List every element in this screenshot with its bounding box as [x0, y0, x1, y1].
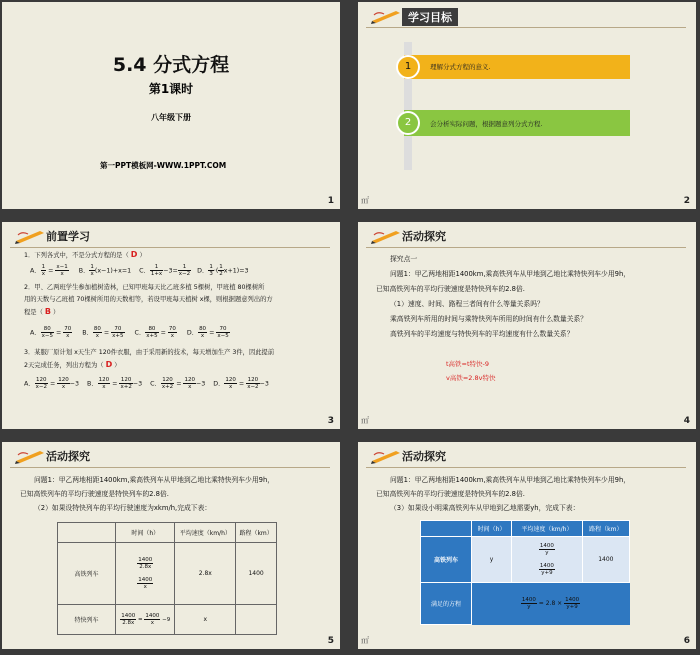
- slide-subtitle: 第1课时: [148, 82, 194, 96]
- data-table: 时间（h） 平均速度（km/h） 路程（km） 高铁列车 y $\frac{1400}{y}$ $\frac{1400}{y+9}$ 1400 满足的方程 $\frac{1400}{y}$ = 2.8 × $\frac{1400}{y+9}$: [420, 520, 630, 625]
- title-bar: [10, 445, 330, 467]
- answer-3: D: [105, 360, 113, 369]
- slide-3[interactable]: [2, 222, 340, 429]
- q1-options: A． $\frac{1}{x}$ = $\frac{x-1}{x}$ B． $\frac{1}{x}$ (x−1)+x=1 C． $\frac{1}{1+x}$ −3= $\frac{1}{x-2}$ D． $\frac{1}{3}$ ·( $\frac{1}{2}$ x+1)=3: [30, 264, 249, 277]
- slide-number: 2: [683, 196, 690, 206]
- title-bar: [366, 445, 686, 467]
- heading: 前置学习: [46, 230, 90, 243]
- slide-number: 1: [327, 196, 334, 206]
- q2-options: A． $\frac{80}{x-5}$ = $\frac{70}{x}$ B． $\frac{80}{x}$ = $\frac{70}{x+5}$ C． $\frac{80}{x+5}$ = $\frac{70}{x}$ D． $\frac{80}{x}$ = $\frac{70}{x-5}$: [30, 326, 229, 339]
- goal-1-text: 理解分式方程的意义.: [430, 63, 491, 71]
- goal-1-badge: 1: [396, 55, 420, 79]
- slide-2[interactable]: [358, 2, 696, 209]
- answer-1: D: [130, 250, 138, 259]
- body-text: 问题1：甲乙两地相距1400km,乘高铁列车从甲地到乙地比乘特快列车少用9h， 已知高铁列车的平均行驶速度是特快列车的2.8倍. （2）如果设特快列车的平均行驶速度为xkm/h,完成下表：: [20, 476, 275, 512]
- title-bar: [366, 5, 686, 27]
- slide-number: 3: [327, 416, 334, 426]
- slide-4[interactable]: [358, 222, 696, 429]
- answer-2: B: [44, 307, 52, 316]
- body-text: 探究点一 问题1：甲乙两地相距1400km,乘高铁列车从甲地到乙地比乘特快列车少用9h， 已知高铁列车的平均行驶速度是特快列车的2.8倍. （1）速度、时间、路程三者间有什么等量关系吗？ 乘高铁列车所用的时间与乘特快列车所用的时间有什么数量关系？ 高铁列车的平均速度与特快列车的平均速度有什么数量关系？: [376, 255, 631, 338]
- question-1: 1．下列各式中，不是分式方程的是（ D ）: [24, 250, 146, 259]
- slide-1[interactable]: [2, 2, 340, 209]
- relation-speed: v高铁=2.8v特快: [446, 374, 496, 382]
- divider: [366, 27, 686, 28]
- divider: [366, 467, 686, 468]
- slide-number: 6: [683, 636, 690, 646]
- pencil-icon: [370, 227, 404, 245]
- divider: [10, 467, 330, 468]
- pencil-icon: [370, 447, 404, 465]
- heading: 活动探究: [402, 230, 446, 243]
- divider: [10, 247, 330, 248]
- heading: 学习目标: [402, 8, 458, 26]
- slide-6[interactable]: [358, 442, 696, 649]
- question-3: 3．某服厂原计划 x天生产 120件衣服，由于采用新的技术，每天增加生产 3件，因此提前 2天完成任务，列出方程为（ D ）: [24, 349, 275, 369]
- slide-title: 5.4 分式方程: [112, 54, 230, 76]
- heading: 活动探究: [46, 450, 90, 463]
- title-bar: [366, 225, 686, 247]
- goal-2-badge: 2: [396, 111, 420, 135]
- q3-options: A． $\frac{120}{x-2}$ = $\frac{120}{x}$ −3 B． $\frac{120}{x}$ = $\frac{120}{x+2}$ −3 C． $\frac{120}{x+2}$ = $\frac{120}{x}$ −3 D． $\frac{120}{x}$ = $\frac{120}{x-2}$ −3: [24, 377, 269, 390]
- slide-number: 5: [327, 636, 334, 646]
- title-bar: [10, 225, 330, 247]
- heading: 活动探究: [402, 450, 446, 463]
- goal-2-text: 会分析实际问题，根据题意列分式方程.: [430, 120, 543, 128]
- corner-mark: ㎡: [361, 196, 369, 205]
- body-text: 问题1：甲乙两地相距1400km,乘高铁列车从甲地到乙地比乘特快列车少用9h， 已知高铁列车的平均行驶速度是特快列车的2.8倍. （3）如果设小明乘高铁列车从甲地到乙地需要yh，完成下表：: [376, 476, 631, 512]
- corner-mark: ㎡: [361, 416, 369, 425]
- site-label: 第一PPT模板网-WWW.1PPT.COM: [100, 161, 227, 170]
- corner-mark: ㎡: [361, 636, 369, 645]
- relation-time: t高铁=t特快-9: [446, 360, 490, 368]
- pencil-icon: [14, 447, 48, 465]
- grade-label: 八年级下册: [151, 113, 191, 122]
- question-2: 2．甲、乙两班学生参加植树造林，已知甲班每天比乙班多植 5棵树，甲班植 80棵树所 用的天数与乙班植 70棵树所用的天数相等，若设甲班每天植树 x棵，则根据题意列出的方 程是（ B ）: [24, 284, 273, 316]
- pencil-icon: [370, 7, 404, 25]
- divider: [366, 247, 686, 248]
- pencil-icon: [14, 227, 48, 245]
- slide-number: 4: [683, 416, 690, 426]
- data-table: 时间（h） 平均速度（km/h） 路程（km） 高铁列车 $\frac{1400}{2.8x}$ $\frac{1400}{x}$ 2.8x 1400 特快列车 $\frac{1400}{2.8x}$ = $\frac{1400}{x}$ −9 x: [57, 522, 277, 635]
- slide-5[interactable]: [2, 442, 340, 649]
